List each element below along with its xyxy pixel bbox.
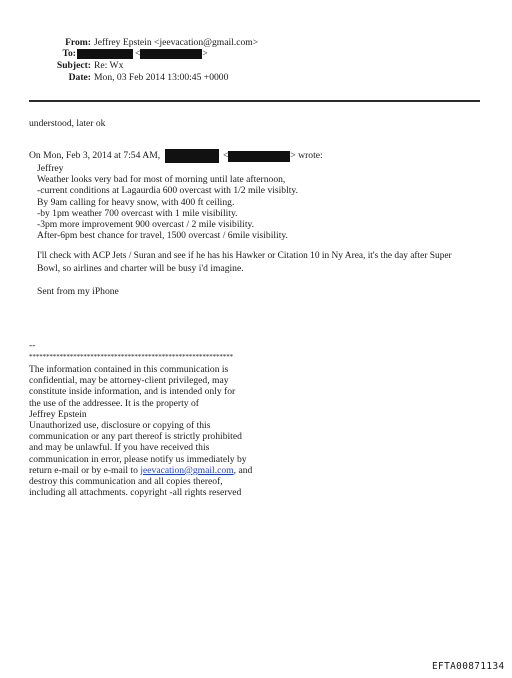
reply-text: understood, later ok	[29, 118, 106, 129]
redacted-block	[140, 49, 202, 59]
disclaimer-line: destroy this communication and all copies thereof,	[29, 476, 223, 488]
quoted-line: I'll check with ACP Jets / Suran and see if he has his Hawker or Citation 10 in Ny Area, it's the day after Super	[37, 251, 452, 262]
redacted-block	[165, 149, 219, 163]
disclaimer-line: communication or any part thereof is strictly prohibited	[29, 431, 242, 443]
quote-header-suffix: > wrote:	[290, 150, 323, 162]
quoted-line: Jeffrey	[37, 163, 64, 174]
disclaimer-line: Unauthorized use, disclosure or copying of this	[29, 420, 211, 432]
disclaimer-line: communication in error, please notify us immediately by	[29, 453, 247, 465]
date-label: Date:	[68, 72, 91, 83]
notify-suffix: , and	[233, 464, 253, 476]
email-link[interactable]: jeevacation@gmail.com	[140, 464, 234, 476]
subject-value: Re: Wx	[94, 60, 124, 71]
date-value: Mon, 03 Feb 2014 13:00:45 +0000	[94, 72, 229, 83]
to-label: To:	[62, 48, 76, 59]
disclaimer-line	[29, 465, 252, 476]
document-id: EFTA00871134	[432, 661, 505, 672]
separator-stars: ************************************************************	[29, 353, 234, 361]
disclaimer-line: The information contained in this communication is	[29, 364, 229, 375]
disclaimer-line: constitute inside information, and is intended only for	[29, 386, 236, 398]
quoted-line: After-6pm best chance for travel, 1500 overcast / 6mile visibility.	[37, 230, 288, 242]
quoted-line: By 9am calling for heavy snow, with 400 ft ceiling.	[37, 196, 235, 208]
quoted-message	[37, 163, 452, 297]
from-value: Jeffrey Epstein <jeevacation@gmail.com>	[94, 37, 259, 48]
subject-label: Subject:	[56, 60, 91, 71]
notify-prefix: return e-mail or by e-mail to	[29, 464, 141, 476]
quoted-line: -current conditions at Lagaurdia 600 overcast with 1/2 mile visiblty.	[37, 185, 299, 197]
disclaimer-line: confidential, may be attorney-client privileged, may	[29, 375, 229, 387]
quoted-line: Weather looks very bad for most of morning until late afternoon,	[37, 174, 286, 186]
disclaimer-line: including all attachments. copyright -all rights reserved	[29, 487, 242, 499]
disclaimer-line: and may be unlawful. If you have received this	[29, 442, 210, 454]
quote-header-prefix: On Mon, Feb 3, 2014 at 7:54 AM,	[29, 150, 161, 162]
header-divider	[29, 100, 480, 102]
quoted-line: -by 1pm weather 700 overcast with 1 mile visibility.	[37, 207, 238, 219]
to-lt: <	[135, 48, 141, 59]
disclaimer-line: the use of the addressee. It is the property of	[29, 397, 199, 409]
separator-dashes: --	[29, 340, 36, 351]
quoted-line: Bowl, so airlines and charter will be busy i'd imagine.	[37, 262, 244, 274]
disclaimer-line: Jeffrey Epstein	[29, 408, 87, 420]
from-label: From:	[65, 37, 91, 48]
to-value	[77, 48, 208, 59]
quoted-signature: Sent from my iPhone	[37, 285, 119, 297]
quote-header	[29, 149, 323, 163]
redacted-block	[228, 151, 290, 162]
disclaimer-block	[29, 364, 252, 498]
to-gt: >	[202, 48, 208, 59]
quote-header-lt: <	[222, 150, 229, 162]
quoted-line: -3pm more improvement 900 overcast / 2 mile visibility.	[37, 219, 255, 231]
redacted-block	[77, 49, 133, 59]
